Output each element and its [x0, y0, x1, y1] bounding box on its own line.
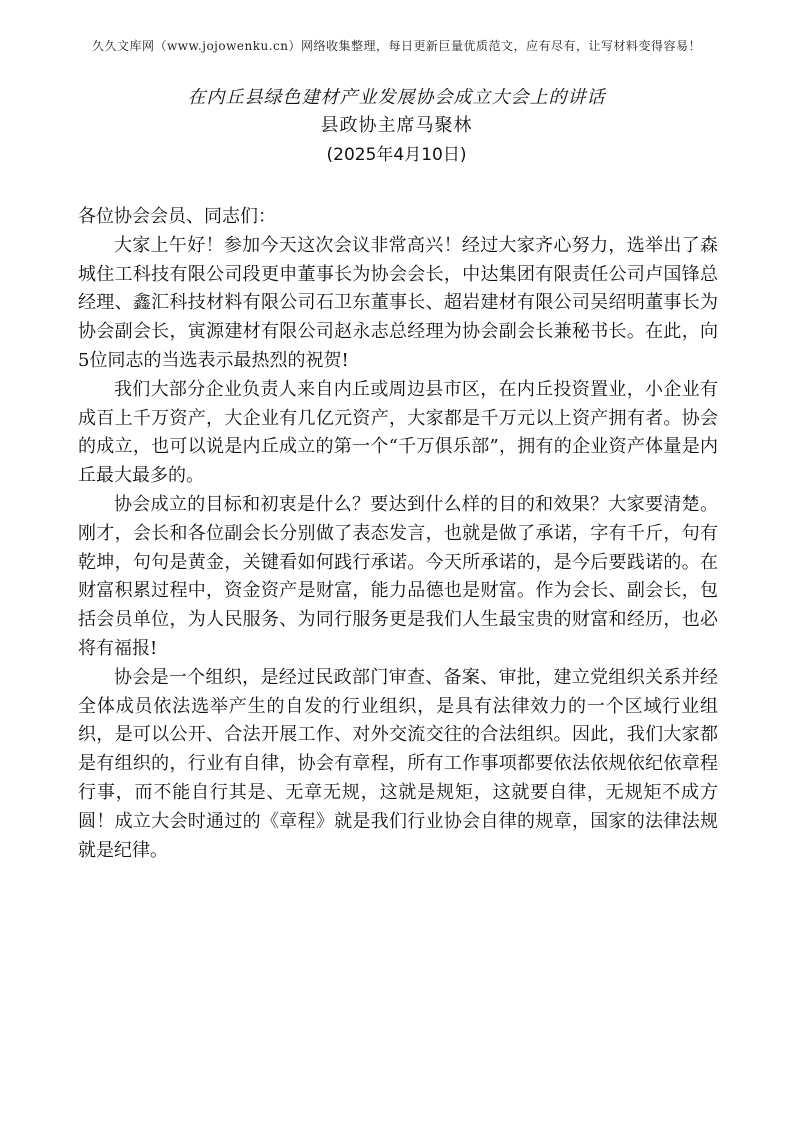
- document-body: [78, 203, 718, 865]
- speech-date: (2025年4月10日): [326, 145, 467, 165]
- body-paragraph: 大家上午好！参加今天这次会议非常高兴！经过大家齐心努力，选举出了森城住工科技有限公司段更申董事长为协会会长，中达集团有限责任公司卢国锋总经理、鑫汇科技材料有限公司石卫东董事长、超岩建材有限公司吴绍明董事长为协会副会长，寅源建材有限公司赵永志总经理为协会副会长兼秘书长。在此，向5位同志的当选表示最热烈的祝贺!: [78, 234, 718, 371]
- salutation: 各位协会会员、同志们：: [78, 206, 276, 227]
- body-paragraph: 协会成立的目标和初衷是什么？要达到什么样的目的和效果？大家要清楚。刚才，会长和各位副会长分别做了表态发言，也就是做了承诺，字有千斤，句有乾坤，句句是黄金，关键看如何践行承诺。今天所承诺的，是今后要践诺的。在财富积累过程中，资金资产是财富，能力品德也是财富。作为会长、副会长，包括会员单位，为人民服务、为同行服务更是我们人生最宝贵的财富和经历，也必将有福报!: [78, 493, 718, 659]
- page-header-note: 久久文库网（www.jojowenku.cn）网络收集整理，每日更新巨量优质范文，应有尽有，让写材料变得容易！: [92, 39, 701, 53]
- document-title: 在内丘县绿色建材产业发展协会成立大会上的讲话: [187, 87, 606, 108]
- speaker-line: 县政协主席马聚林: [320, 115, 473, 136]
- body-paragraph: 我们大部分企业负责人来自内丘或周边县市区，在内丘投资置业，小企业有成百上千万资产，大企业有几亿元资产，大家都是千万元以上资产拥有者。协会的成立，也可以说是内丘成立的第一个“千万俱乐部”，拥有的企业资产体量是内丘最大最多的。: [78, 378, 718, 487]
- title-block: [0, 84, 793, 168]
- body-paragraph: 协会是一个组织，是经过民政部门审查、备案、审批，建立党组织关系并经全体成员依法选举产生的自发的行业组织，是具有法律效力的一个区域行业组织，是可以公开、合法开展工作、对外交流交往的合法组织。因此，我们大家都是有组织的，行业有自律，协会有章程，所有工作事项都要依法依规依纪依章程行事，而不能自行其是、无章无规，这就是规矩，这就要自律，无规矩不成方圆！成立大会时通过的《章程》就是我们行业协会自律的规章，国家的法律法规就是纪律。: [78, 666, 718, 861]
